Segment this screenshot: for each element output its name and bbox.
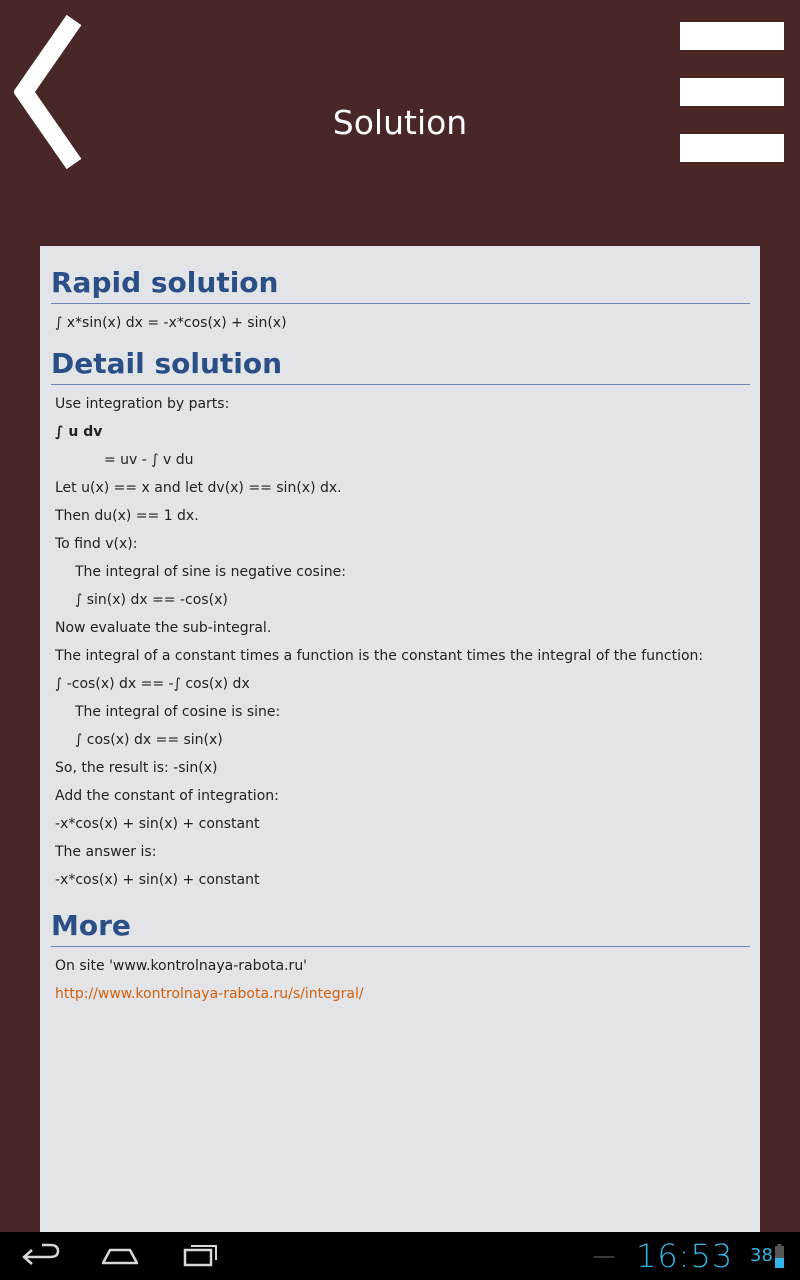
detail-line: The integral of cosine is sine: [75, 704, 281, 720]
detail-line: Now evaluate the sub-integral. [55, 620, 272, 636]
detail-line: = uv - ∫ v du [104, 452, 194, 468]
detail-line: ∫ -cos(x) dx == -∫ cos(x) dx [55, 676, 250, 692]
menu-button[interactable] [680, 22, 784, 164]
battery-level: 38 [750, 1245, 773, 1266]
more-link[interactable]: http://www.kontrolnaya-rabota.ru/s/integral/ [55, 986, 364, 1002]
detail-line: Let u(x) == x and let dv(x) == sin(x) dx. [55, 480, 342, 496]
system-navigation-bar [0, 1232, 800, 1280]
more-heading: More [51, 908, 750, 947]
detail-line: To find v(x): [55, 536, 138, 552]
hamburger-menu-icon [680, 22, 784, 50]
nav-back-button[interactable] [20, 1240, 64, 1272]
detail-line: The integral of a constant times a function is the constant times the integral of the function: [55, 648, 704, 664]
status-notification-dash [594, 1256, 614, 1258]
clock: 16:53 [636, 1237, 734, 1275]
rapid-solution-heading: Rapid solution [51, 265, 750, 304]
nav-recent-apps-button[interactable] [182, 1240, 220, 1272]
hamburger-menu-icon-bar [680, 78, 784, 106]
detail-line: Use integration by parts: [55, 396, 230, 412]
hamburger-menu-icon-bar [680, 134, 784, 162]
back-button[interactable] [14, 12, 84, 174]
detail-line: -x*cos(x) + sin(x) + constant [55, 872, 260, 888]
rapid-solution-result: ∫ x*sin(x) dx = -x*cos(x) + sin(x) [55, 315, 287, 331]
more-site-text: On site 'www.kontrolnaya-rabota.ru' [55, 958, 308, 974]
recent-apps-icon [182, 1240, 220, 1272]
detail-line: The integral of sine is negative cosine: [75, 564, 346, 580]
detail-line: -x*cos(x) + sin(x) + constant [55, 816, 260, 832]
detail-line: Add the constant of integration: [55, 788, 279, 804]
detail-line: The answer is: [55, 844, 157, 860]
home-icon [100, 1240, 140, 1272]
detail-line: ∫ cos(x) dx == sin(x) [75, 732, 223, 748]
detail-solution-heading: Detail solution [51, 346, 750, 385]
detail-line: So, the result is: -sin(x) [55, 760, 218, 776]
detail-line: ∫ sin(x) dx == -cos(x) [75, 592, 228, 608]
detail-line: ∫ u dv [55, 424, 103, 440]
back-arrow-icon [20, 1240, 64, 1272]
chevron-left-icon [14, 12, 84, 174]
page-title: Solution [332, 103, 468, 142]
battery-icon [775, 1244, 784, 1268]
detail-line: Then du(x) == 1 dx. [55, 508, 199, 524]
nav-home-button[interactable] [100, 1240, 140, 1272]
solution-panel[interactable] [40, 246, 760, 1232]
